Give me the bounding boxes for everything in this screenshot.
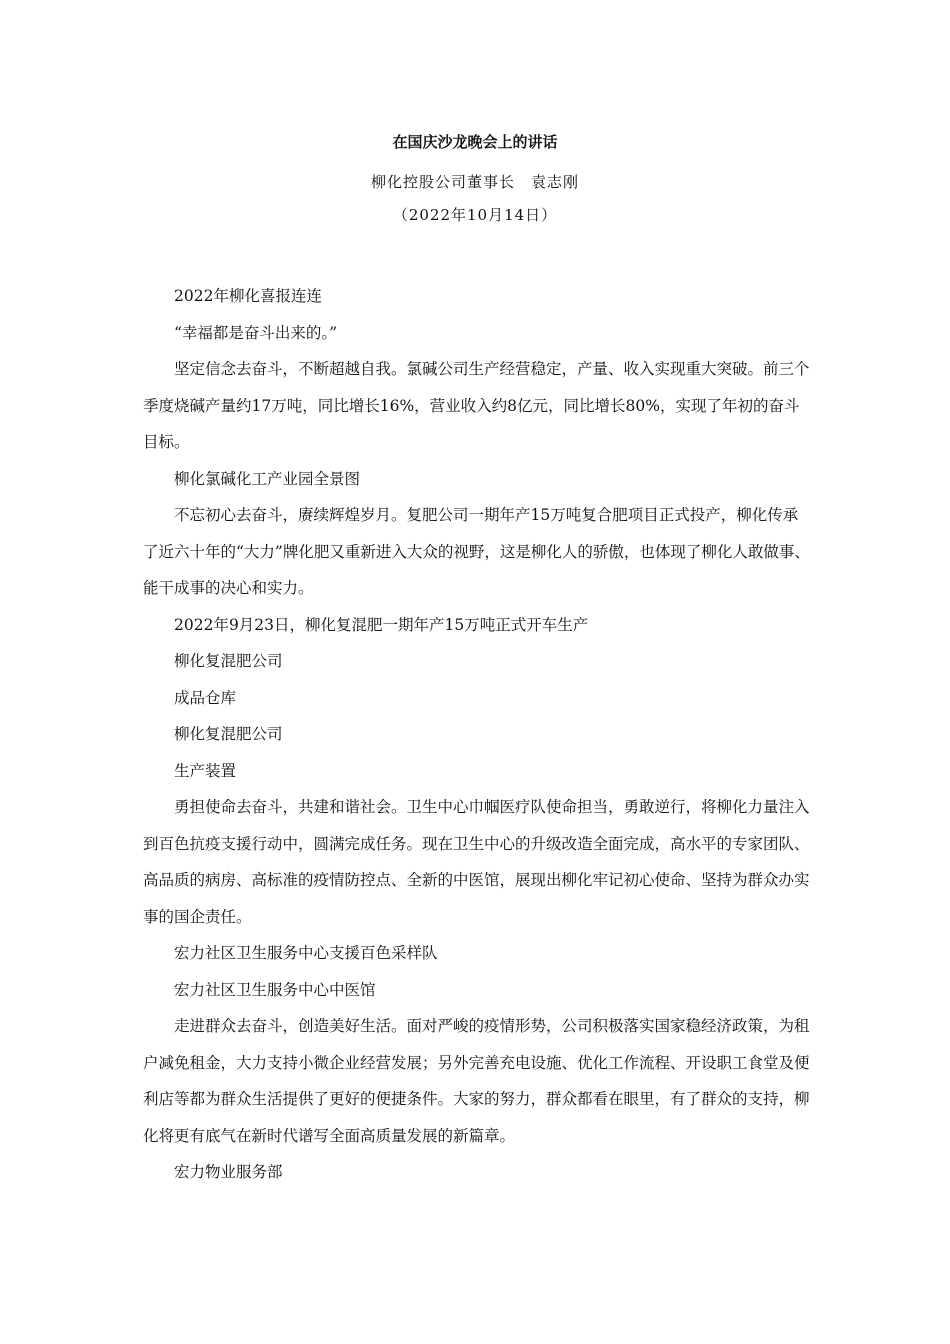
speech-date: （2022年10月14日） xyxy=(392,206,558,224)
image-caption: 成品仓库 xyxy=(174,688,237,707)
speech-title: 在国庆沙龙晚会上的讲话 xyxy=(392,133,558,151)
paragraph: 坚定信念去奋斗，不断超越自我。氯碱公司生产经营稳定，产量、收入实现重大突破。前三个季度烧碱产量约17万吨，同比增长16%，营业收入约8亿元，同比增长80%，实现了年初的奋斗目标。 xyxy=(143,360,810,451)
image-caption: 柳化复混肥公司 xyxy=(174,652,283,670)
paragraph: 2022年柳化喜报连连 xyxy=(174,287,322,305)
paragraph: 勇担使命去奋斗，共建和谐社会。卫生中心巾帼医疗队使命担当，勇敢逆行，将柳化力量注入到百色抗疫支援行动中，圆满完成任务。现在卫生中心的升级改造全面完成，高水平的专家团队、高品质的病房、高标准的疫情防控点、全新的中医馆，展现出柳化牢记初心使命、坚持为群众办实事的国企责任。 xyxy=(143,798,810,926)
speech-author: 柳化控股公司董事长 袁志刚 xyxy=(370,173,579,191)
speech-body xyxy=(143,278,813,1191)
image-caption: 宏力社区卫生服务中心支援百色采样队 xyxy=(174,944,438,962)
image-caption: 宏力社区卫生服务中心中医馆 xyxy=(174,980,376,999)
image-caption: 宏力物业服务部 xyxy=(174,1163,283,1181)
image-caption: 柳化氯碱化工产业园全景图 xyxy=(174,469,361,488)
image-caption: 柳化复混肥公司 xyxy=(174,725,283,743)
image-caption: 2022年9月23日，柳化复混肥一期年产15万吨正式开车生产 xyxy=(174,615,589,634)
paragraph: “幸福都是奋斗出来的。” xyxy=(174,323,338,342)
paragraph: 不忘初心去奋斗，赓续辉煌岁月。复肥公司一期年产15万吨复合肥项目正式投产，柳化传承了近六十年的“大力”牌化肥又重新进入大众的视野，这是柳化人的骄傲，也体现了柳化人敢做事、能干成事的决心和实力。 xyxy=(143,506,810,597)
paragraph: 走进群众去奋斗，创造美好生活。面对严峻的疫情形势，公司积极落实国家稳经济政策，为租户减免租金，大力支持小微企业经营发展；另外完善充电设施、优化工作流程、开设职工食堂及便利店等都为群众生活提供了更好的便捷条件。大家的努力，群众都看在眼里，有了群众的支持，柳化将更有底气在新时代谱写全面高质量发展的新篇章。 xyxy=(143,1017,810,1145)
image-caption: 生产装置 xyxy=(174,761,237,780)
